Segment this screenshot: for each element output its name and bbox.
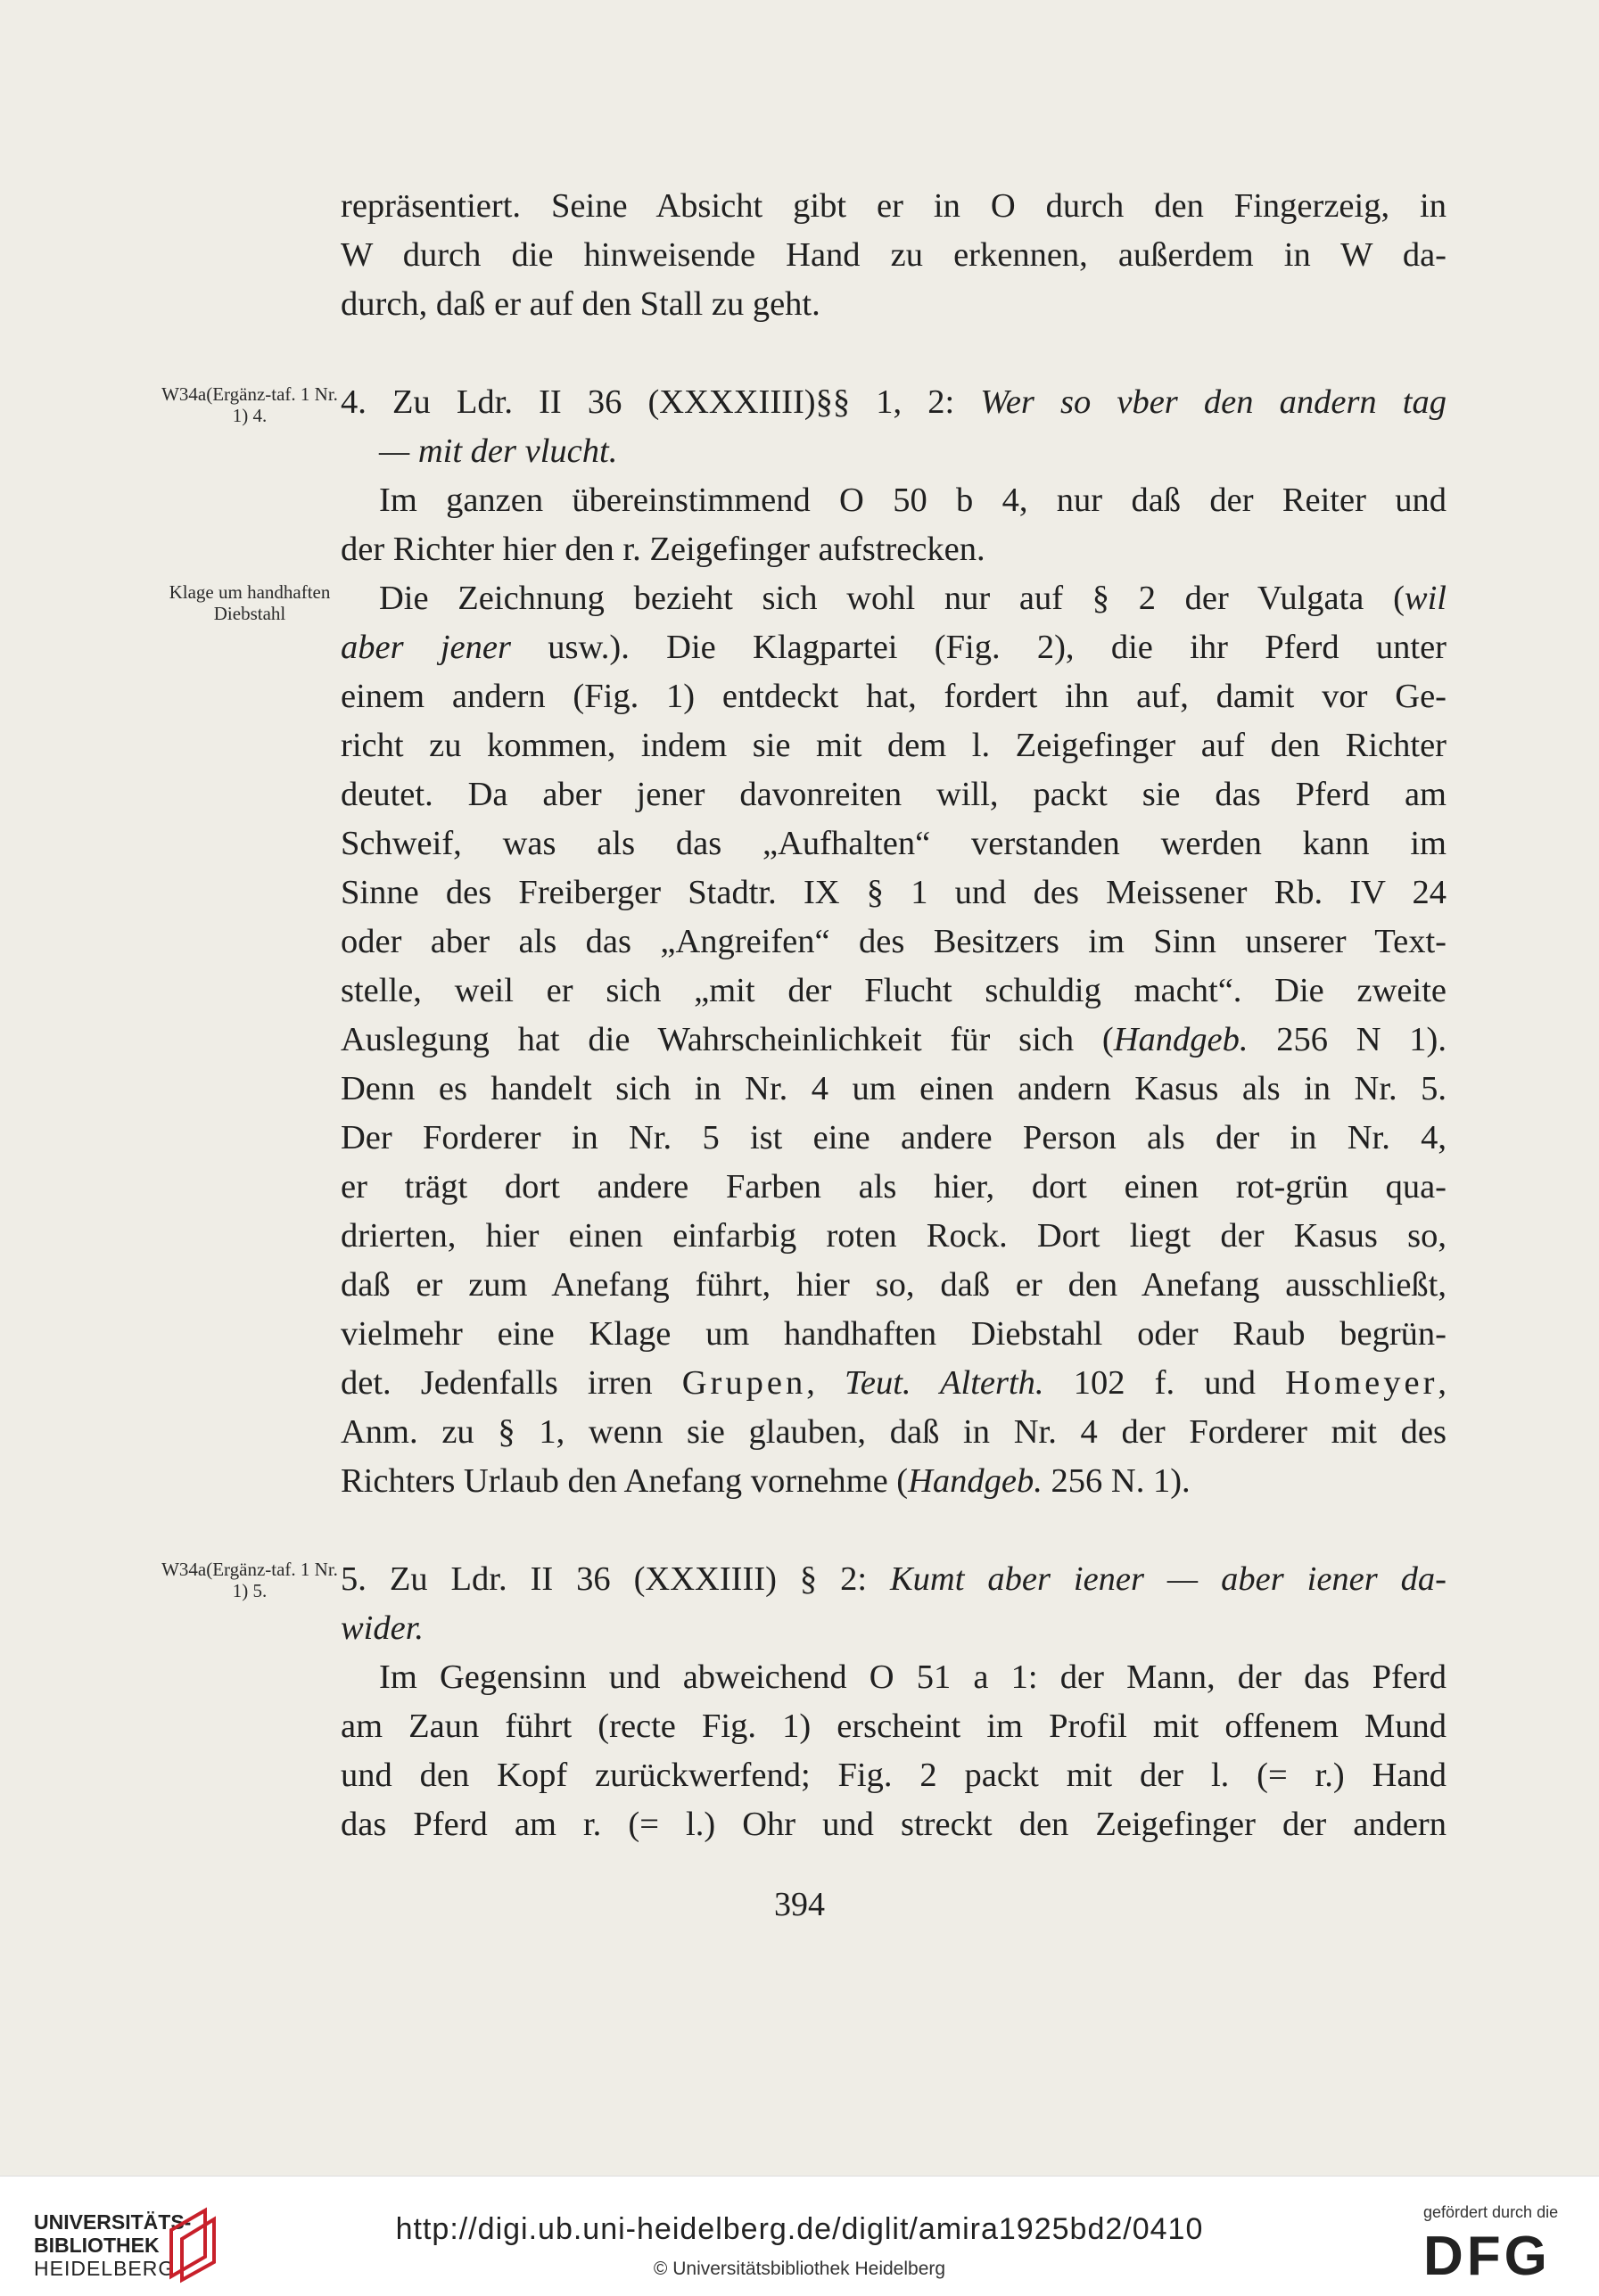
margin-note-klage: Klage um handhaften Diebstahl bbox=[169, 581, 331, 624]
section-5-heading bbox=[341, 1555, 1447, 1653]
text-line: oder aber als das „Angreifen“ des Besitzers im Sinn unserer Text- bbox=[341, 923, 1447, 960]
text-line: Im Gegensinn und abweichend O 51 a 1: der Mann, der das Pferd bbox=[379, 1658, 1447, 1696]
paragraph-2 bbox=[341, 476, 1447, 574]
paragraph-1 bbox=[341, 182, 1447, 329]
text-line: richt zu kommen, indem sie mit dem l. Zeigefinger auf den Richter bbox=[341, 727, 1447, 764]
text-line: Schweif, was als das „Aufhalten“ verstanden werden kann im bbox=[341, 825, 1447, 862]
text-line: drierten, hier einen einfarbig roten Rock. Dort liegt der Kasus so, bbox=[341, 1217, 1447, 1255]
paragraph-4 bbox=[341, 1653, 1447, 1849]
text-line: daß er zum Anefang führt, hier so, daß er den Anefang ausschließt, bbox=[341, 1266, 1447, 1304]
text-line bbox=[341, 1016, 1447, 1065]
text-run: Richters Urlaub den Anefang vornehme ( bbox=[341, 1462, 909, 1500]
section-4-heading bbox=[341, 378, 1447, 476]
paragraph-3 bbox=[341, 574, 1447, 1506]
text-run: usw.). Die Klagpartei (Fig. 2), die ihr Pferd unter bbox=[510, 629, 1447, 666]
text-line: Der Forderer in Nr. 5 ist eine andere Person als der in Nr. 4, bbox=[341, 1119, 1447, 1156]
text-run-spaced: Homeyer bbox=[1285, 1364, 1438, 1402]
heading-line: wider. bbox=[341, 1609, 424, 1647]
text-line: einem andern (Fig. 1) entdeckt hat, fordert ihn auf, damit vor Ge- bbox=[341, 678, 1447, 715]
text-run: Die Zeichnung bezieht sich wohl nur auf § 2 der Vulgata ( bbox=[379, 580, 1405, 617]
text-run-italic: Teut. Alterth. bbox=[845, 1364, 1044, 1402]
text-line: repräsentiert. Seine Absicht gibt er in O durch den Fingerzeig, in bbox=[341, 187, 1447, 225]
text-run: , bbox=[806, 1364, 845, 1402]
text-run: 256 N 1). bbox=[1248, 1021, 1447, 1058]
text-line: er trägt dort andere Farben als hier, dort einen rot-grün qua- bbox=[341, 1168, 1447, 1206]
text-line: durch, daß er auf den Stall zu geht. bbox=[341, 285, 820, 323]
funding-note: gefördert durch die bbox=[1423, 2203, 1559, 2221]
text-run: , bbox=[1438, 1364, 1447, 1402]
page-number: 394 bbox=[774, 1886, 825, 1923]
text-line: der Richter hier den r. Zeigefinger aufstrecken. bbox=[341, 531, 985, 568]
heading-plain: 4. Zu Ldr. II 36 (XXXXIIII)§§ 1, 2: bbox=[341, 383, 955, 421]
text-run-italic: aber jener bbox=[341, 629, 511, 666]
text-run: 256 N. 1). bbox=[1042, 1462, 1191, 1500]
heading-line bbox=[341, 1555, 1447, 1604]
footer-url-link[interactable]: http://digi.ub.uni-heidelberg.de/diglit/amira1925bd2/0410 bbox=[395, 2212, 1204, 2246]
text-line: am Zaun führt (recte Fig. 1) erscheint im Profil mit offenem Mund bbox=[341, 1708, 1447, 1745]
text-line: Im ganzen übereinstimmend O 50 b 4, nur daß der Reiter und bbox=[379, 481, 1447, 519]
heading-italic: Wer so vber den andern tag bbox=[980, 383, 1447, 421]
text-line: Sinne des Freiberger Stadtr. IX § 1 und des Meissener Rb. IV 24 bbox=[341, 874, 1447, 911]
text-run: det. Jedenfalls irren bbox=[341, 1364, 682, 1402]
text-line bbox=[341, 574, 1447, 623]
text-run: 102 f. und bbox=[1043, 1364, 1286, 1402]
heading-plain: 5. Zu Ldr. II 36 (XXXIIII) § 2: bbox=[341, 1560, 868, 1598]
margin-note-5: W34a(Ergänz-taf. 1 Nr. 1) 5. bbox=[161, 1559, 338, 1601]
footer-copyright: © Universitätsbibliothek Heidelberg bbox=[653, 2259, 946, 2279]
text-run-spaced: Grupen bbox=[681, 1364, 807, 1402]
text-line bbox=[341, 1359, 1447, 1408]
dfg-logo[interactable]: DFG bbox=[1423, 2226, 1551, 2287]
text-line: W durch die hinweisende Hand zu erkennen, außerdem in W da- bbox=[341, 236, 1447, 274]
text-line: stelle, weil er sich „mit der Flucht schuldig macht“. Die zweite bbox=[341, 972, 1447, 1009]
text-line bbox=[341, 623, 1447, 672]
text-line: das Pferd am r. (= l.) Ohr und streckt den Zeigefinger der andern bbox=[341, 1806, 1447, 1843]
text-line: vielmehr eine Klage um handhaften Diebstahl oder Raub begrün- bbox=[341, 1315, 1447, 1353]
heading-line bbox=[341, 378, 1447, 427]
text-line: Denn es handelt sich in Nr. 4 um einen andern Kasus als in Nr. 5. bbox=[341, 1070, 1447, 1107]
text-run-italic: Handgeb. bbox=[908, 1462, 1043, 1500]
text-line: deutet. Da aber jener davonreiten will, packt sie das Pferd am bbox=[341, 776, 1447, 813]
text-run-italic: wil bbox=[1404, 580, 1447, 617]
heading-line: — mit der vlucht. bbox=[379, 432, 618, 470]
footer-bar bbox=[0, 2176, 1599, 2296]
text-line bbox=[341, 1457, 1447, 1506]
text-line: Anm. zu § 1, wenn sie glauben, daß in Nr. 4 der Forderer mit des bbox=[341, 1413, 1447, 1451]
library-name-line1: UNIVERSITÄTS- bbox=[34, 2210, 192, 2234]
text-run-italic: Handgeb. bbox=[1113, 1021, 1249, 1058]
heading-italic: Kumt aber iener — aber iener da- bbox=[889, 1560, 1447, 1598]
margin-note-4: W34a(Ergänz-taf. 1 Nr. 1) 4. bbox=[161, 383, 338, 426]
library-name-line2: BIBLIOTHEK bbox=[34, 2234, 160, 2257]
text-run: Auslegung hat die Wahrscheinlichkeit für sich ( bbox=[341, 1021, 1114, 1058]
text-line: und den Kopf zurückwerfend; Fig. 2 packt mit der l. (= r.) Hand bbox=[341, 1757, 1447, 1794]
library-name-line3: HEIDELBERG bbox=[34, 2257, 176, 2280]
